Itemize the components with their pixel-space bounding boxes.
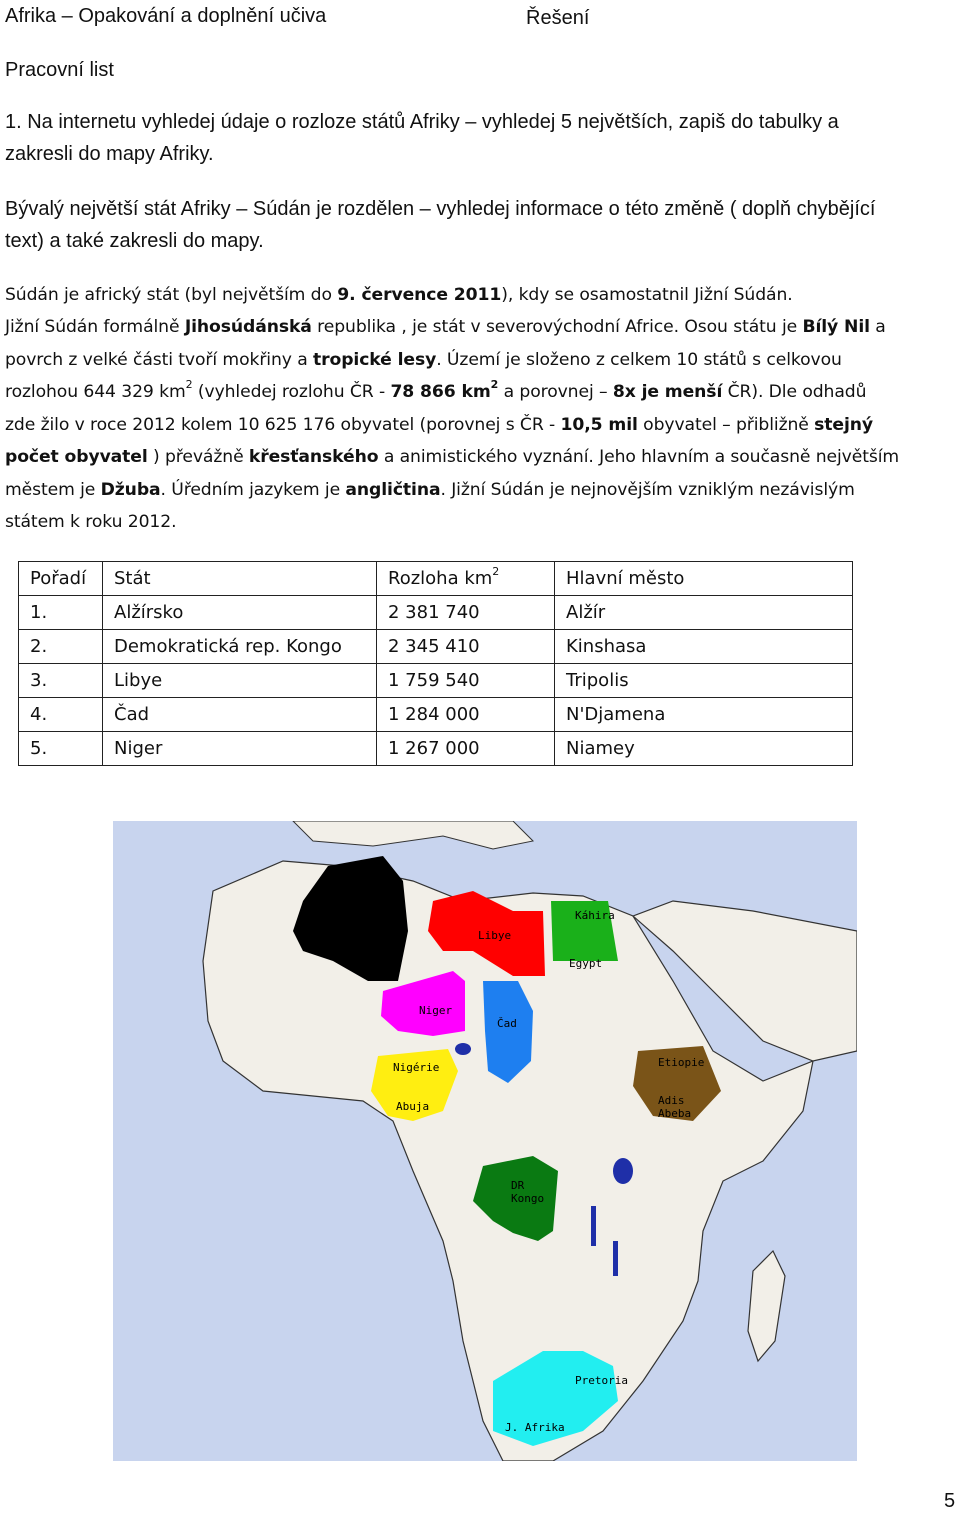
table-cell: 2 381 740 [377, 596, 555, 630]
map-label-nigeria: Nigérie [393, 1061, 440, 1074]
map-label-libya: Libye [478, 929, 512, 942]
table-cell: 2. [19, 630, 103, 664]
table-header-cell: Stát [103, 562, 377, 596]
table-cell: Čad [103, 698, 377, 732]
task-text-line: zakresli do mapy Afriky. [5, 143, 214, 165]
task-text-line: 1. Na internetu vyhledej údaje o rozloze států Afriky – vyhledej 5 největších, zapiš do tabulky a [5, 111, 839, 133]
map-label-south-africa: J. Afrika [505, 1421, 565, 1434]
table-row [19, 732, 853, 766]
table-header-cell: Rozloha $km^2$ [377, 562, 555, 596]
sudan-line-8: státem k roku 2012. [5, 512, 177, 532]
map-label-chad: Čad [497, 1017, 517, 1030]
sudan-line-2: Jižní Súdán formálně Jihosúdánská republika , je stát v severovýchodní Africe. Osou státu je Bílý Nil a [5, 317, 886, 337]
lake-victoria [613, 1158, 633, 1184]
sudan-line-3: povrch z velké části tvoří mokřiny a tropické lesy. Území je složeno z celkem 10 států s celkovou [5, 350, 842, 370]
table-cell: 1 759 540 [377, 664, 555, 698]
sudan-line-4: rozlohou 644 329 $km^2$ (vyhledej rozlohu ČR - 78 866 $km^2$ a porovnej – 8x je menší ČR). Dle odhadů [5, 378, 867, 402]
largest-states-table [18, 561, 853, 766]
map-label-drc: DR [511, 1179, 525, 1192]
table-cell: 1 267 000 [377, 732, 555, 766]
table-cell: Alžír [555, 596, 853, 630]
sudan-line-7: městem je Džuba. Úředním jazykem je angličtina. Jižní Súdán je nejnovějším vzniklým nezávislým [5, 480, 855, 500]
map-label-addis: Adis [658, 1094, 685, 1107]
table-cell: Alžírsko [103, 596, 377, 630]
table-row [19, 664, 853, 698]
sudan-line-5: zde žilo v roce 2012 kolem 10 625 176 obyvatel (porovnej s ČR - 10,5 mil obyvatel – přibližně stejný [5, 415, 873, 435]
lake-chad [455, 1043, 471, 1055]
table-cell: 3. [19, 664, 103, 698]
page-number: 5 [944, 1490, 956, 1512]
table-cell: 2 345 410 [377, 630, 555, 664]
sudan-line-1: Súdán je africký stát (byl největším do 9. července 2011), kdy se osamostatnil Jižní Súdán. [5, 285, 793, 305]
table-cell: 1 284 000 [377, 698, 555, 732]
table-header-row [19, 562, 853, 596]
map-label-egypt: Egypt [569, 957, 603, 970]
table-cell: 1. [19, 596, 103, 630]
table-cell: 4. [19, 698, 103, 732]
table-header-cell: Hlavní město [555, 562, 853, 596]
map-label-ababa: Abeba [658, 1107, 692, 1120]
sudan-line-6: počet obyvatel ) převážně křesťanského a animistického vyznání. Jeho hlavním a současně největším [5, 447, 900, 467]
task-text-line: Bývalý největší stát Afriky – Súdán je rozdělen – vyhledej informace o této změně ( doplň chybějící [5, 198, 876, 220]
table-cell: Kinshasa [555, 630, 853, 664]
africa-map-svg [113, 821, 857, 1461]
worksheet-label: Pracovní list [5, 59, 114, 81]
table-cell: N'Djamena [555, 698, 853, 732]
table-row [19, 630, 853, 664]
map-label-algeria: Alžírsko [333, 903, 386, 916]
table-row [19, 596, 853, 630]
table-cell: Libye [103, 664, 377, 698]
table-cell: 5. [19, 732, 103, 766]
lake-malawi [613, 1241, 618, 1276]
document-title: Afrika – Opakování a doplnění učiva [5, 5, 327, 27]
map-label-abuja: Abuja [396, 1100, 430, 1113]
table-row [19, 698, 853, 732]
africa-map [113, 821, 857, 1461]
map-label-kongo: Kongo [511, 1192, 545, 1205]
solution-label: Řešení [526, 7, 590, 29]
table-cell: Tripolis [555, 664, 853, 698]
map-label-pretoria: Pretoria [575, 1374, 628, 1387]
task-text-line: text) a také zakresli do mapy. [5, 230, 264, 252]
table-cell: Niger [103, 732, 377, 766]
table-cell: Niamey [555, 732, 853, 766]
table-header-cell: Pořadí [19, 562, 103, 596]
map-label-niger: Niger [419, 1004, 453, 1017]
lake-tanganyika [591, 1206, 596, 1246]
table-cell: Demokratická rep. Kongo [103, 630, 377, 664]
map-label-ethiopia: Etiopie [658, 1056, 705, 1069]
map-label-cairo: Káhira [575, 909, 615, 922]
